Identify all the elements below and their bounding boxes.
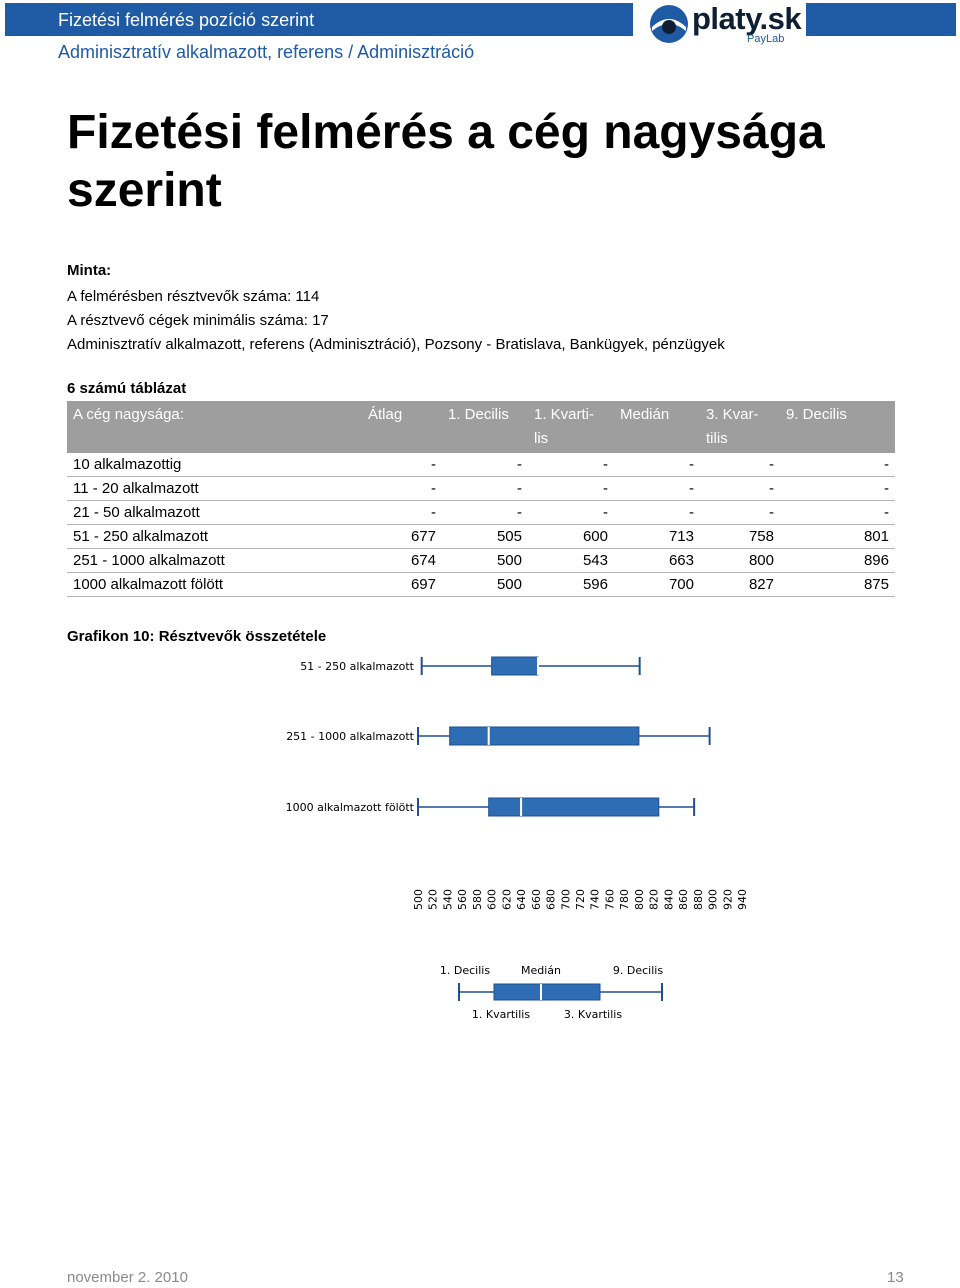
table-row	[67, 549, 895, 573]
table-cell: -	[780, 477, 895, 501]
table-cell: -	[362, 453, 442, 477]
table-cell: 713	[614, 525, 700, 549]
table-cell: 500	[442, 549, 528, 573]
x-tick-label: 500	[412, 889, 425, 910]
table-cell: 674	[362, 549, 442, 573]
table-cell: 758	[700, 525, 780, 549]
x-tick-label: 860	[677, 889, 691, 910]
x-tick-label: 780	[618, 889, 632, 910]
table-cell: 800	[700, 549, 780, 573]
page-number: 13	[887, 1269, 904, 1286]
x-tick-label: 760	[603, 889, 617, 910]
box-iqr	[492, 657, 538, 675]
logo-bar	[806, 3, 956, 36]
table-cell: -	[780, 453, 895, 477]
header-quartile-3: 3. Kvar-tilis	[700, 401, 780, 453]
legend-label: Medián	[520, 964, 562, 977]
category-label: 51 - 250 alkalmazott	[300, 660, 414, 673]
x-tick-label: 920	[721, 889, 735, 910]
legend-label: 1. Kvartilis	[471, 1008, 531, 1021]
x-tick-label: 880	[691, 889, 705, 910]
legend-box	[494, 984, 600, 1000]
page-title: Fizetési felmérés a cég nagysága szerint	[67, 106, 825, 217]
header-title: Fizetési felmérés pozíció szerint	[58, 10, 315, 30]
legend-label: 1. Decilis	[439, 964, 491, 977]
table-cell: 827	[700, 573, 780, 597]
footer-date: november 2. 2010	[67, 1269, 188, 1286]
x-tick-label: 800	[632, 889, 646, 910]
header-average: Átlag	[362, 401, 442, 453]
x-tick-label: 560	[456, 889, 470, 910]
table-header-row	[67, 401, 895, 453]
table-row	[67, 453, 895, 477]
x-tick-label: 660	[529, 889, 543, 910]
sample-block	[67, 261, 907, 357]
table-row	[67, 573, 895, 597]
x-tick-label: 740	[588, 889, 602, 910]
table-row	[67, 525, 895, 549]
table-cell: 21 - 50 alkalmazott	[67, 501, 362, 525]
x-tick-label: 580	[470, 889, 484, 910]
table-row	[67, 477, 895, 501]
table-cell: 51 - 250 alkalmazott	[67, 525, 362, 549]
header-decile-9: 9. Decilis	[780, 401, 895, 453]
table-cell: 600	[528, 525, 614, 549]
x-tick-label: 640	[515, 889, 529, 910]
logo-text: platy.sk	[692, 1, 802, 36]
sample-line: Adminisztratív alkalmazott, referens (Adminisztráció), Pozsony - Bratislava, Bankügyek, pénzügyek	[67, 336, 725, 353]
table-cell: 896	[780, 549, 895, 573]
table-cell: 875	[780, 573, 895, 597]
table-cell: 1000 alkalmazott fölött	[67, 573, 362, 597]
header-company-size: A cég nagysága:	[67, 401, 362, 453]
table-cell: -	[528, 453, 614, 477]
table-cell: -	[700, 501, 780, 525]
table-cell: 677	[362, 525, 442, 549]
table-cell: 596	[528, 573, 614, 597]
x-tick-label: 600	[485, 889, 499, 910]
boxplot-chart	[0, 640, 960, 920]
table-cell: -	[442, 477, 528, 501]
sample-line: A résztvevő cégek minimális száma: 17	[67, 312, 329, 329]
table-caption: 6 számú táblázat	[67, 380, 187, 397]
salary-table	[67, 401, 895, 597]
x-tick-label: 620	[500, 889, 514, 910]
table-cell: -	[614, 501, 700, 525]
table-cell: -	[442, 501, 528, 525]
category-label: 251 - 1000 alkalmazott	[286, 730, 414, 743]
table-cell: -	[528, 477, 614, 501]
x-tick-label: 680	[544, 889, 558, 910]
table-cell: -	[442, 453, 528, 477]
table-cell: -	[528, 501, 614, 525]
table-cell: -	[700, 477, 780, 501]
table-cell: 251 - 1000 alkalmazott	[67, 549, 362, 573]
boxplot-legend	[0, 955, 960, 1030]
table-cell: 801	[780, 525, 895, 549]
x-tick-label: 900	[706, 889, 720, 910]
x-tick-label: 720	[574, 889, 587, 910]
table-cell: 700	[614, 573, 700, 597]
table-cell: 11 - 20 alkalmazott	[67, 477, 362, 501]
table-cell: -	[780, 501, 895, 525]
table-cell: 663	[614, 549, 700, 573]
legend-label: 3. Kvartilis	[563, 1008, 623, 1021]
x-tick-label: 840	[662, 889, 676, 910]
table-cell: -	[362, 477, 442, 501]
header-decile-1: 1. Decilis	[442, 401, 528, 453]
chart-caption: Grafikon 10: Résztvevők összetétele	[67, 628, 327, 645]
logo-subtext: PayLab	[747, 33, 785, 45]
x-tick-label: 820	[647, 889, 661, 910]
x-tick-label: 940	[736, 889, 749, 910]
table-cell: -	[362, 501, 442, 525]
table-cell: -	[614, 477, 700, 501]
legend-label: 9. Decilis	[612, 964, 664, 977]
table-cell: 543	[528, 549, 614, 573]
category-label: 1000 alkalmazott fölött	[285, 801, 414, 814]
x-tick-label: 700	[559, 889, 573, 910]
sample-heading: Minta:	[67, 262, 112, 279]
sample-line: A felmérésben résztvevők száma: 114	[67, 288, 320, 305]
x-tick-label: 540	[441, 889, 455, 910]
x-tick-label: 520	[426, 889, 440, 910]
box-iqr	[489, 798, 659, 816]
table-row	[67, 501, 895, 525]
table-cell: -	[614, 453, 700, 477]
header-quartile-1: 1. Kvarti-lis	[528, 401, 614, 453]
header-subtitle: Adminisztratív alkalmazott, referens / Adminisztráció	[58, 42, 475, 62]
table-cell: -	[700, 453, 780, 477]
table-cell: 500	[442, 573, 528, 597]
platy-logo[interactable]	[648, 1, 802, 46]
table-cell: 10 alkalmazottig	[67, 453, 362, 477]
table-cell: 697	[362, 573, 442, 597]
header-median: Medián	[614, 401, 700, 453]
table-cell: 505	[442, 525, 528, 549]
box-iqr	[450, 727, 639, 745]
logo-mark-icon	[648, 3, 690, 45]
